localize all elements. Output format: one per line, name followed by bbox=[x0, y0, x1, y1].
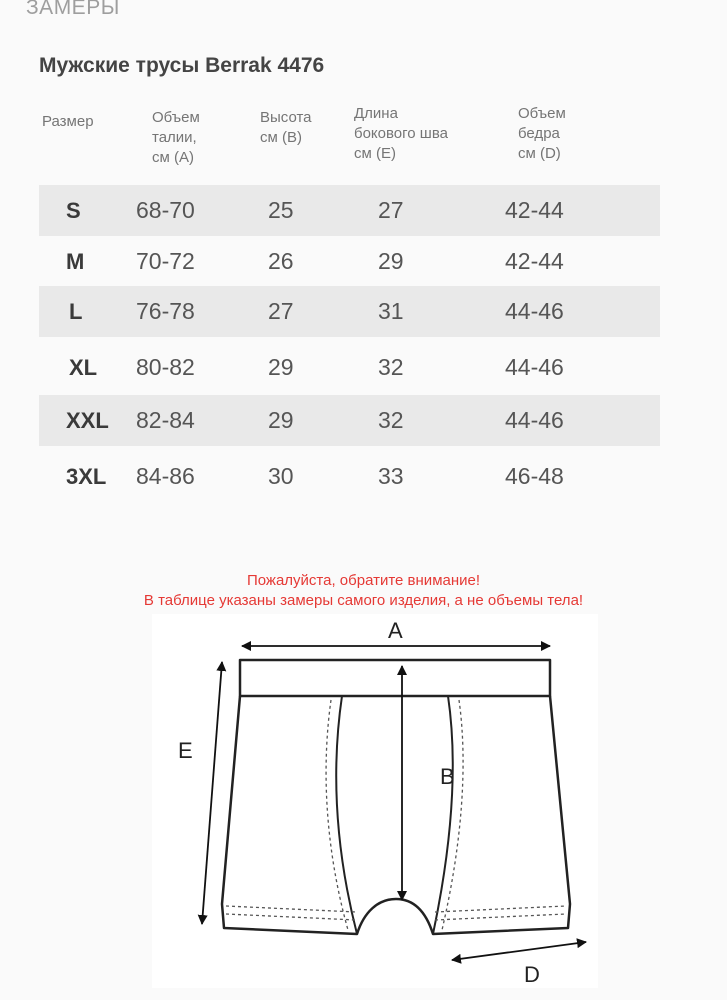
label-d: D bbox=[524, 962, 540, 987]
height-cell: 29 bbox=[268, 354, 294, 380]
body-outline bbox=[222, 696, 570, 934]
dimension-d-arrow bbox=[452, 942, 586, 960]
height-cell: 29 bbox=[268, 407, 294, 433]
page-title: Мужские трусы Berrak 4476 bbox=[39, 54, 325, 77]
waist-cell: 68-70 bbox=[136, 197, 195, 223]
size-cell: XL bbox=[69, 355, 98, 380]
left-inner-seam bbox=[336, 696, 357, 934]
label-b: B bbox=[440, 764, 455, 789]
height-cell: 26 bbox=[268, 248, 294, 274]
boxer-briefs-drawing bbox=[152, 614, 598, 988]
side-seam-cell: 33 bbox=[378, 463, 404, 489]
size-cell: 3XL bbox=[66, 464, 107, 489]
waistband-outline bbox=[240, 660, 550, 696]
hip-cell: 42-44 bbox=[505, 248, 564, 274]
hip-cell: 44-46 bbox=[505, 407, 564, 433]
waist-cell: 84-86 bbox=[136, 463, 195, 489]
waist-cell: 80-82 bbox=[136, 354, 195, 380]
header-waist: Объем талии, см (А) bbox=[152, 109, 200, 166]
waist-cell: 70-72 bbox=[136, 248, 195, 274]
table-row bbox=[39, 236, 660, 287]
side-seam-cell: 27 bbox=[378, 197, 404, 223]
table-row bbox=[39, 451, 660, 502]
hip-cell: 44-46 bbox=[505, 354, 564, 380]
side-seam-cell: 31 bbox=[378, 298, 404, 324]
header-height: Высота см (В) bbox=[260, 109, 312, 146]
table-row bbox=[39, 395, 660, 446]
section-label: ЗАМЕРЫ bbox=[26, 0, 120, 19]
height-cell: 30 bbox=[268, 463, 294, 489]
table-row bbox=[39, 342, 660, 393]
header-size: Размер bbox=[42, 113, 94, 130]
hip-cell: 46-48 bbox=[505, 463, 564, 489]
waist-cell: 82-84 bbox=[136, 407, 195, 433]
size-cell: XXL bbox=[66, 408, 109, 433]
label-a: A bbox=[388, 618, 403, 643]
header-side-seam: Длина бокового шва см (Е) bbox=[354, 105, 448, 162]
hip-cell: 44-46 bbox=[505, 298, 564, 324]
notice-line-2: В таблице указаны замеры самого изделия, а не объемы тела! bbox=[143, 592, 584, 609]
waist-cell: 76-78 bbox=[136, 298, 195, 324]
header-hip: Объем бедра см (D) bbox=[518, 105, 566, 162]
dimension-e-arrow bbox=[202, 662, 222, 924]
right-inner-seam bbox=[433, 696, 453, 934]
label-e: E bbox=[178, 738, 193, 763]
notice-line-1: Пожалуйста, обратите внимание! bbox=[246, 572, 481, 589]
hip-cell: 42-44 bbox=[505, 197, 564, 223]
height-cell: 27 bbox=[268, 298, 294, 324]
size-cell: L bbox=[69, 299, 83, 324]
side-seam-cell: 32 bbox=[378, 354, 404, 380]
side-seam-cell: 32 bbox=[378, 407, 404, 433]
size-cell: S bbox=[66, 198, 81, 223]
measurement-diagram bbox=[152, 614, 598, 988]
height-cell: 25 bbox=[268, 197, 294, 223]
side-seam-cell: 29 bbox=[378, 248, 404, 274]
table-row bbox=[39, 286, 660, 337]
size-cell: M bbox=[66, 249, 85, 274]
table-row bbox=[39, 185, 660, 236]
